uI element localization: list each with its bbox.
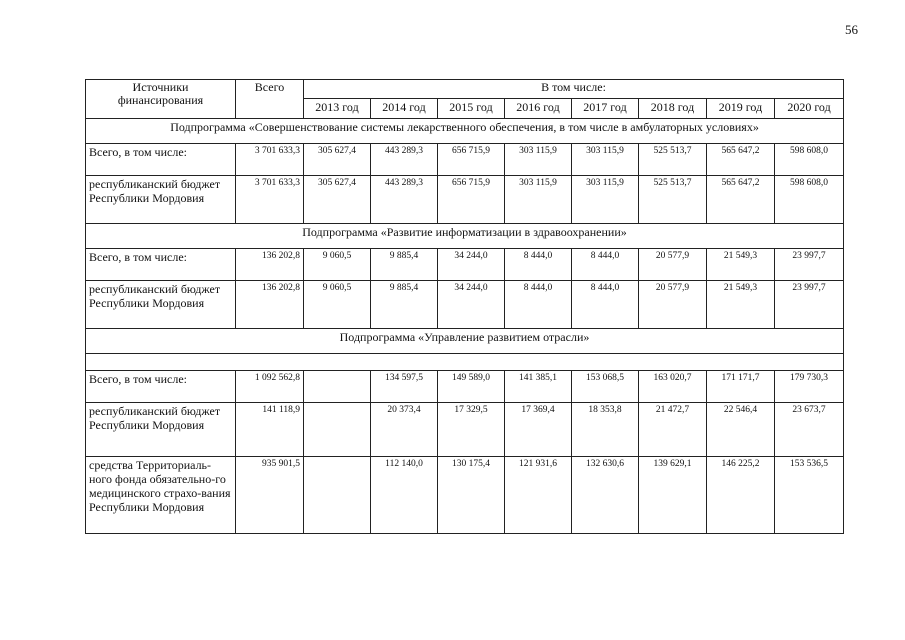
row-value-2014: 20 373,4 — [371, 403, 438, 457]
row-label: республиканский бюджет Республики Мордовия — [86, 281, 236, 329]
row-total: 935 901,5 — [236, 457, 304, 534]
row-value-2017: 18 353,8 — [572, 403, 639, 457]
row-value-2020: 23 997,7 — [775, 281, 844, 329]
row-value-2013 — [304, 403, 371, 457]
row-value-2014: 134 597,5 — [371, 371, 438, 403]
row-value-2019: 21 549,3 — [707, 249, 775, 281]
header-year-2013: 2013 год — [304, 99, 371, 119]
subprogram-title-row — [86, 224, 844, 249]
row-value-2015: 34 244,0 — [438, 249, 505, 281]
row-value-2019: 22 546,4 — [707, 403, 775, 457]
row-label: Всего, в том числе: — [86, 371, 236, 403]
row-value-2013: 9 060,5 — [304, 249, 371, 281]
table-row — [86, 403, 844, 457]
row-value-2015: 34 244,0 — [438, 281, 505, 329]
row-value-2016: 17 369,4 — [505, 403, 572, 457]
header-year-2020: 2020 год — [775, 99, 844, 119]
row-value-2014: 9 885,4 — [371, 281, 438, 329]
spacer-row — [86, 354, 844, 371]
header-year-2015: 2015 год — [438, 99, 505, 119]
row-label: Всего, в том числе: — [86, 144, 236, 176]
row-value-2015: 656 715,9 — [438, 144, 505, 176]
page-number: 56 — [845, 22, 858, 37]
row-value-2016: 121 931,6 — [505, 457, 572, 534]
row-value-2020: 598 608,0 — [775, 176, 844, 224]
table-row — [86, 176, 844, 224]
row-value-2019: 565 647,2 — [707, 144, 775, 176]
row-value-2014: 443 289,3 — [371, 176, 438, 224]
row-value-2019: 171 171,7 — [707, 371, 775, 403]
row-value-2017: 8 444,0 — [572, 249, 639, 281]
row-label: средства Территориаль-ного фонда обязательно-го медицинского страхо-вания Республики Мордовия — [86, 457, 236, 534]
header-including: В том числе: — [304, 80, 844, 99]
row-value-2016: 141 385,1 — [505, 371, 572, 403]
row-value-2016: 303 115,9 — [505, 176, 572, 224]
financing-table — [85, 79, 844, 534]
row-value-2015: 130 175,4 — [438, 457, 505, 534]
row-value-2018: 525 513,7 — [639, 176, 707, 224]
row-value-2018: 20 577,9 — [639, 249, 707, 281]
header-year-2016: 2016 год — [505, 99, 572, 119]
row-value-2020: 153 536,5 — [775, 457, 844, 534]
row-value-2016: 8 444,0 — [505, 249, 572, 281]
row-total: 141 118,9 — [236, 403, 304, 457]
row-value-2015: 656 715,9 — [438, 176, 505, 224]
row-value-2013: 305 627,4 — [304, 176, 371, 224]
row-value-2014: 112 140,0 — [371, 457, 438, 534]
subprogram-title: Подпрограмма «Развитие информатизации в здравоохранении» — [86, 224, 844, 249]
row-value-2013 — [304, 371, 371, 403]
row-value-2019: 565 647,2 — [707, 176, 775, 224]
header-year-2014: 2014 год — [371, 99, 438, 119]
row-value-2020: 23 673,7 — [775, 403, 844, 457]
row-total: 136 202,8 — [236, 281, 304, 329]
subprogram-title: Подпрограмма «Управление развитием отрасли» — [86, 329, 844, 354]
subprogram-title: Подпрограмма «Совершенствование системы лекарственного обеспечения, в том числе в амбулаторных условиях» — [86, 119, 844, 144]
row-value-2020: 179 730,3 — [775, 371, 844, 403]
row-value-2014: 9 885,4 — [371, 249, 438, 281]
row-value-2015: 149 589,0 — [438, 371, 505, 403]
row-value-2019: 21 549,3 — [707, 281, 775, 329]
row-value-2016: 303 115,9 — [505, 144, 572, 176]
table-row — [86, 371, 844, 403]
row-value-2018: 525 513,7 — [639, 144, 707, 176]
row-value-2018: 20 577,9 — [639, 281, 707, 329]
row-value-2016: 8 444,0 — [505, 281, 572, 329]
row-value-2014: 443 289,3 — [371, 144, 438, 176]
subprogram-title-row — [86, 119, 844, 144]
header-source: Источники финансирования — [86, 80, 236, 119]
header-year-2019: 2019 год — [707, 99, 775, 119]
row-value-2017: 303 115,9 — [572, 144, 639, 176]
row-value-2017: 153 068,5 — [572, 371, 639, 403]
row-value-2017: 303 115,9 — [572, 176, 639, 224]
header-year-2017: 2017 год — [572, 99, 639, 119]
row-value-2017: 8 444,0 — [572, 281, 639, 329]
subprogram-title-row — [86, 329, 844, 354]
row-value-2017: 132 630,6 — [572, 457, 639, 534]
row-value-2018: 139 629,1 — [639, 457, 707, 534]
table-row — [86, 457, 844, 534]
header-total: Всего — [236, 80, 304, 119]
table-row — [86, 281, 844, 329]
row-total: 3 701 633,3 — [236, 144, 304, 176]
table-row — [86, 249, 844, 281]
table-row — [86, 144, 844, 176]
row-total: 3 701 633,3 — [236, 176, 304, 224]
row-total: 1 092 562,8 — [236, 371, 304, 403]
row-value-2019: 146 225,2 — [707, 457, 775, 534]
row-value-2015: 17 329,5 — [438, 403, 505, 457]
row-label: республиканский бюджет Республики Мордовия — [86, 403, 236, 457]
row-total: 136 202,8 — [236, 249, 304, 281]
row-value-2020: 598 608,0 — [775, 144, 844, 176]
row-value-2020: 23 997,7 — [775, 249, 844, 281]
spacer-cell — [86, 354, 844, 371]
row-label: Всего, в том числе: — [86, 249, 236, 281]
row-value-2013 — [304, 457, 371, 534]
header-year-2018: 2018 год — [639, 99, 707, 119]
row-value-2013: 305 627,4 — [304, 144, 371, 176]
row-label: республиканский бюджет Республики Мордовия — [86, 176, 236, 224]
row-value-2013: 9 060,5 — [304, 281, 371, 329]
row-value-2018: 163 020,7 — [639, 371, 707, 403]
header-row-1 — [86, 80, 844, 99]
row-value-2018: 21 472,7 — [639, 403, 707, 457]
